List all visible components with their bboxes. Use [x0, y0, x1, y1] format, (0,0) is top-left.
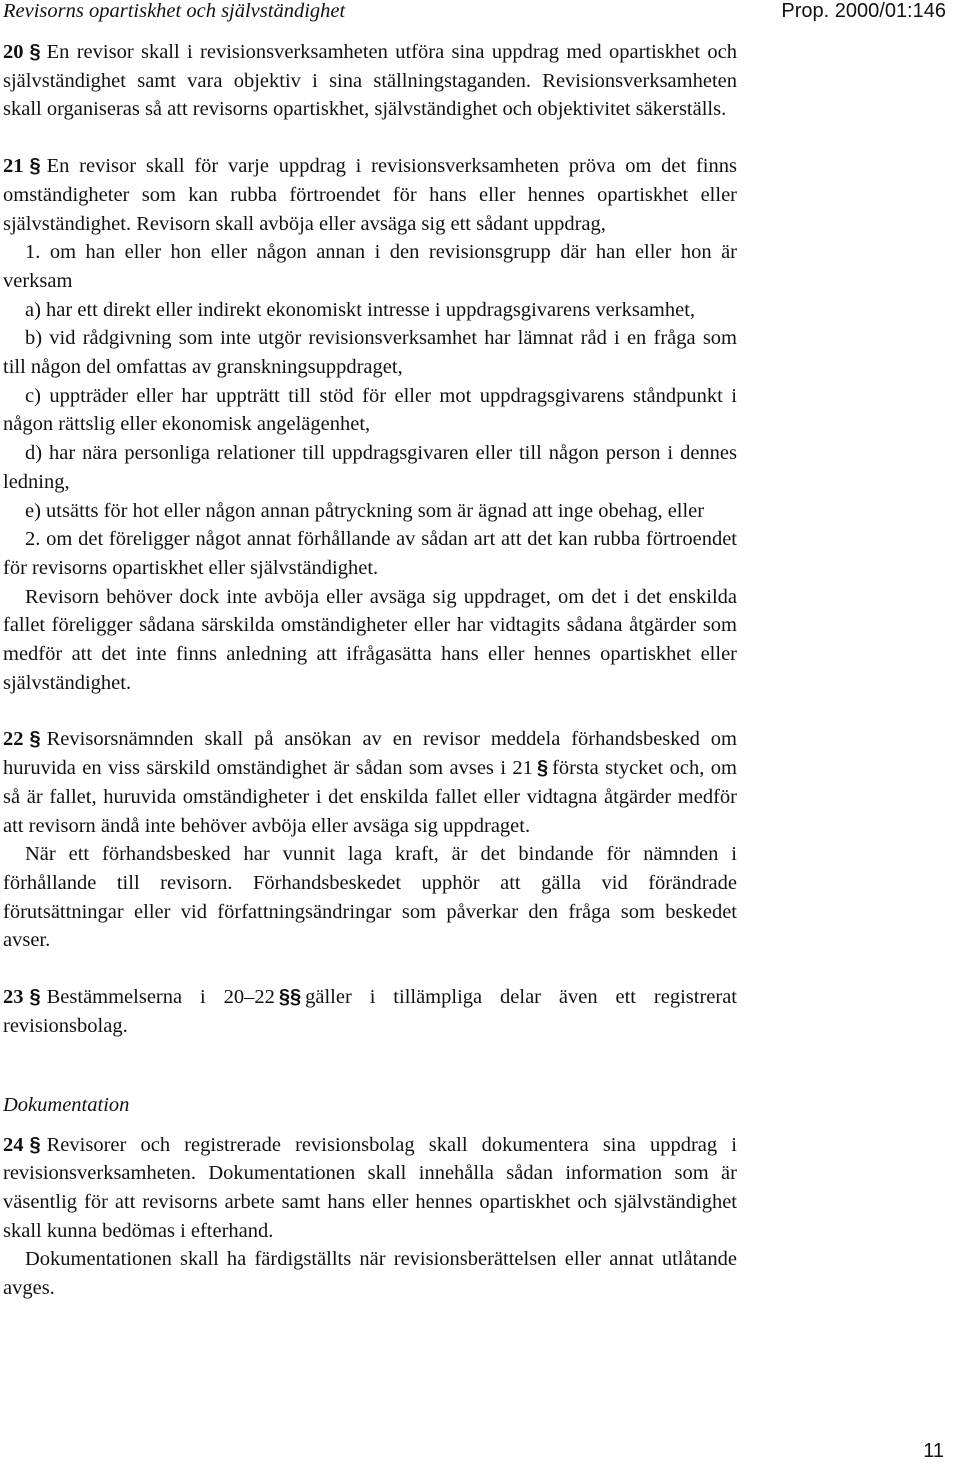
- spacer: [3, 1041, 737, 1085]
- section-second-paragraph: När ett förhandsbesked har vunnit laga kraft, är det bindande för nämnden i förhållande till revisorn. Förhandsbeskedet upphör att gälla vid förändrade förutsättningar eller vid författningsändringar som påverkar den fråga som beskedet avser.: [3, 843, 737, 952]
- paragraph-sign: §: [29, 1133, 41, 1156]
- section-22: [3, 725, 737, 840]
- section-number: 23: [3, 986, 24, 1009]
- section-23: [3, 983, 737, 1040]
- paragraph-sign: §: [29, 41, 41, 63]
- page-number: 11: [923, 1440, 944, 1462]
- section-number: 24: [3, 1133, 24, 1156]
- section-21: [3, 152, 737, 238]
- paragraph-sign: §: [29, 986, 41, 1009]
- section-closing: Revisorn behöver dock inte avböja eller avsäga sig uppdraget, om det i det enskilda fallet föreligger sådana särskilda omständigheter eller har vidtagits sådana åtgärder som medför att det inte finns anledning att ifrågasätta hans eller hennes opartiskhet eller självständighet.: [3, 585, 737, 694]
- list-item-a: a) har ett direkt eller indirekt ekonomiskt intresse i uppdragsgivarens verksamhet,: [25, 298, 696, 321]
- section-number: 22: [3, 728, 24, 751]
- document-title: Revisorns opartiskhet och självständighet: [3, 0, 346, 22]
- section-number: 20: [3, 41, 24, 63]
- inline-paragraph-sign: §§: [278, 986, 302, 1009]
- section-second-paragraph: Dokumentationen skall ha färdigställts när revisionsberättelsen eller annat utlåtande avges.: [3, 1248, 737, 1300]
- section-text-part1: Revisorsnämnden skall på ansökan av en revisor meddela förhandsbesked om huruvida en viss särskild omständighet är sådan som avses i 21: [3, 728, 737, 780]
- list-item-d: d) har nära personliga relationer till uppdragsgivaren eller till någon person i dennes ledning,: [3, 442, 737, 493]
- paragraph-sign: §: [29, 155, 41, 178]
- proposition-reference: Prop. 2000/01:146: [781, 0, 946, 22]
- section-text-part2: första stycket och, om så är fallet, huruvida omständigheter i det enskilda fallet eller vidtagna åtgärder medför att revisorn ändå inte behöver avböja eller avsäga sig uppdraget.: [3, 757, 737, 837]
- section-text-part1: Bestämmelserna i 20–22: [46, 986, 275, 1009]
- section-24: [3, 1131, 737, 1246]
- spacer: [3, 124, 737, 152]
- subheading-dokumentation: Dokumentation: [3, 1093, 130, 1116]
- inline-paragraph-sign: §: [536, 757, 549, 780]
- list-item-c: c) uppträder eller har uppträtt till stöd för eller mot uppdragsgivarens ståndpunkt i någon rättslig eller ekonomisk angelägenhet,: [3, 384, 737, 436]
- section-intro: En revisor skall för varje uppdrag i revisionsverksamheten pröva om det finns omständigheter som kan rubba förtroendet för hans eller hennes opartiskhet eller självständighet. Revisorn skall avböja eller avsäga sig ett sådant uppdrag,: [3, 155, 737, 235]
- list-item-1: 1. om han eller hon eller någon annan i den revisionsgrupp där han eller hon är verksam: [3, 241, 737, 292]
- page-header: [0, 0, 960, 34]
- section-20: [3, 38, 737, 124]
- spacer: [3, 955, 737, 983]
- section-text: Revisorer och registrerade revisionsbolag skall dokumentera sina uppdrag i revisionsverksamheten. Dokumentationen skall innehålla sådan information som är väsentlig för att revisorns arbete samt hans eller hennes opartiskhet och självständighet skall kunna bedömas i efterhand.: [3, 1133, 737, 1242]
- paragraph-sign: §: [29, 728, 41, 751]
- spacer: [3, 697, 737, 725]
- section-number: 21: [3, 155, 24, 178]
- list-item-2: 2. om det föreligger något annat förhållande av sådan art att det kan rubba förtroendet för revisorns opartiskhet eller självständighet.: [3, 528, 737, 579]
- list-item-e: e) utsätts för hot eller någon annan påtryckning som är ägnad att inge obehag, eller: [25, 499, 705, 522]
- document-body: [3, 38, 737, 1303]
- section-text-part2: gäller i tillämpliga delar även ett registrerat revisionsbolag.: [3, 986, 737, 1037]
- section-text: En revisor skall i revisionsverksamheten utföra sina uppdrag med opartiskhet och självständighet samt vara objektiv i sina ställningstaganden. Revisionsverksamheten skall organiseras så att revisorns opartiskhet, självständighet och objektivitet säkerställs.: [3, 41, 737, 121]
- list-item-b: b) vid rådgivning som inte utgör revisionsverksamhet har lämnat råd i en fråga som till någon del omfattas av granskningsuppdraget,: [3, 327, 737, 379]
